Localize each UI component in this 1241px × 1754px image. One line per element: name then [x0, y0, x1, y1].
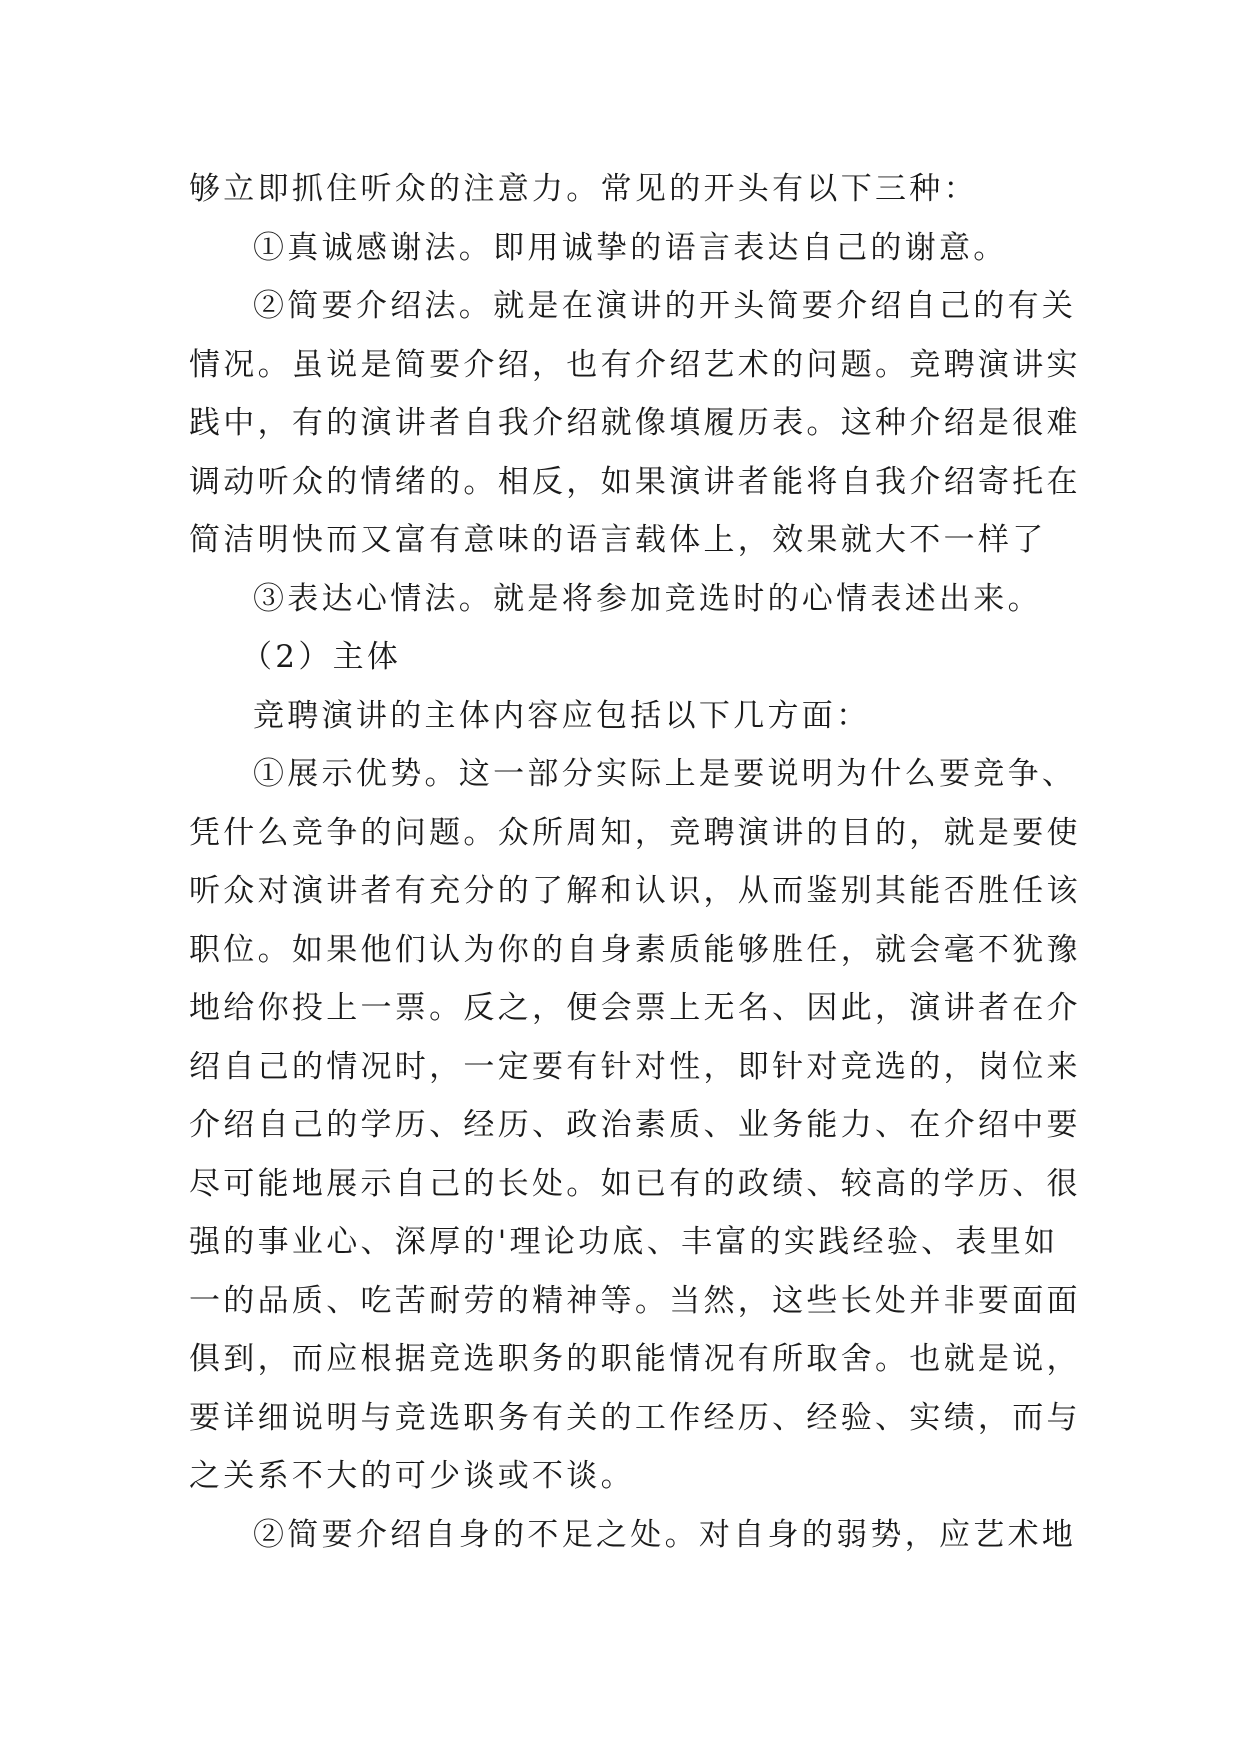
- text-line: 绍自己的情况时，一定要有针对性，即针对竞选的，岗位来: [189, 1048, 1081, 1085]
- text-line: 践中，有的演讲者自我介绍就像填履历表。这种介绍是很难: [189, 405, 1081, 441]
- text-line: ①展示优势。这一部分实际上是要说明为什么要竞争、: [253, 756, 1077, 792]
- text-line: 俱到，而应根据竞选职务的职能情况有所取舍。也就是说，: [189, 1341, 1081, 1377]
- text-line: 尽可能地展示自己的长处。如已有的政绩、较高的学历、很: [189, 1165, 1081, 1202]
- text-line: 之关系不大的可少谈或不谈。: [189, 1458, 635, 1494]
- text-line: 职位。如果他们认为你的自身素质能够胜任，就会毫不犹豫: [189, 931, 1081, 968]
- text-line: 竞聘演讲的主体内容应包括以下几方面：: [253, 697, 871, 734]
- body-text: [189, 160, 1081, 1564]
- text-line: 地给你投上一票。反之，便会票上无名、因此，演讲者在介: [189, 990, 1081, 1026]
- text-line: 听众对演讲者有充分的了解和认识，从而鉴别其能否胜任该: [189, 873, 1081, 909]
- text-line: 情况。虽说是简要介绍，也有介绍艺术的问题。竞聘演讲实: [189, 346, 1081, 383]
- text-line: ②简要介绍法。就是在演讲的开头简要介绍自己的有关: [253, 288, 1077, 324]
- text-line: 介绍自己的学历、经历、政治素质、业务能力、在介绍中要: [189, 1107, 1081, 1143]
- text-line: 调动听众的情绪的。相反，如果演讲者能将自我介绍寄托在: [189, 463, 1081, 500]
- text-line: 要详细说明与竞选职务有关的工作经历、经验、实绩，而与: [189, 1399, 1081, 1436]
- text-line: 简洁明快而又富有意味的语言载体上，效果就大不一样了: [189, 522, 1047, 558]
- text-line: 强的事业心、深厚的'理论功底、丰富的实践经验、表里如: [189, 1224, 1059, 1260]
- text-line: ③表达心情法。就是将参加竞选时的心情表述出来。: [253, 580, 1042, 617]
- text-line: 凭什么竞争的问题。众所周知，竞聘演讲的目的，就是要使: [189, 814, 1081, 851]
- text-line: 够立即抓住听众的注意力。常见的开头有以下三种：: [189, 171, 978, 207]
- text-line: 一的品质、吃苦耐劳的精神等。当然，这些长处并非要面面: [189, 1282, 1081, 1319]
- text-line: ②简要介绍自身的不足之处。对自身的弱势，应艺术地: [253, 1516, 1077, 1553]
- text-line: ①真诚感谢法。即用诚挚的语言表达自己的谢意。: [253, 229, 1008, 266]
- section-heading: （2）主体: [241, 639, 402, 675]
